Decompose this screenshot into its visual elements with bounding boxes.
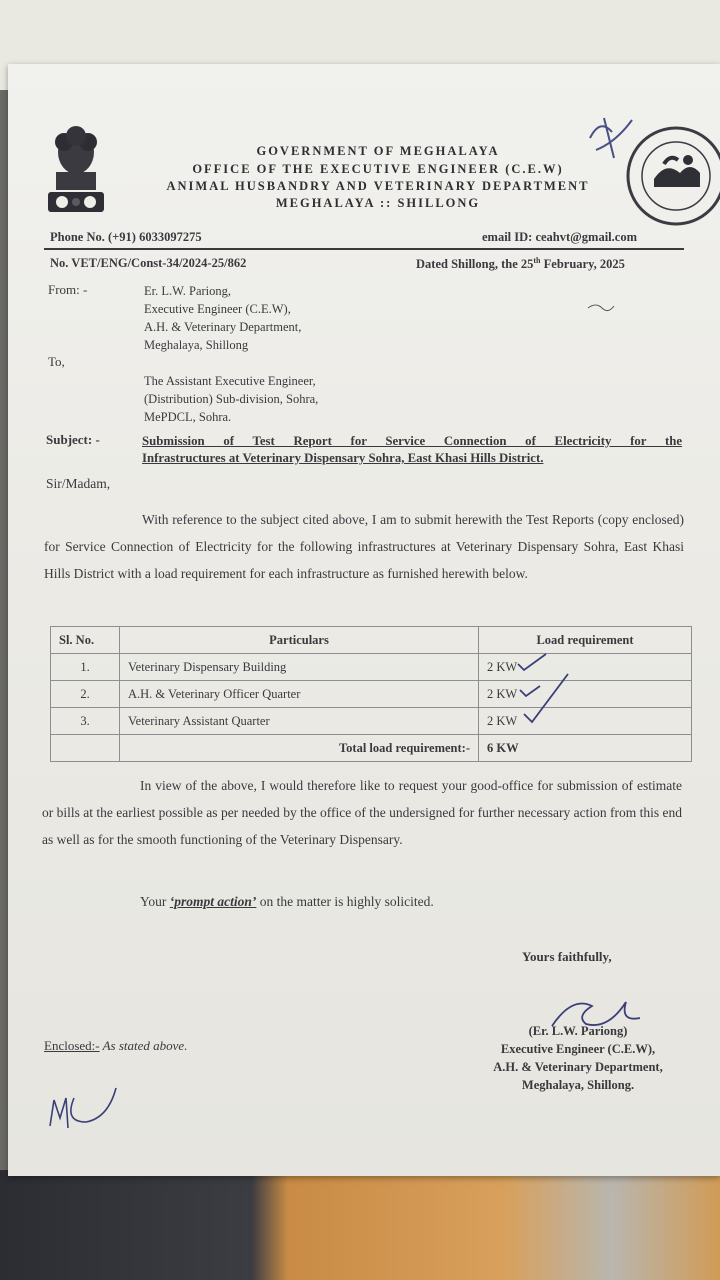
email-id: email ID: ceahvt@gmail.com xyxy=(482,230,637,244)
table-row xyxy=(51,681,692,708)
header-department: ANIMAL HUSBANDRY AND VETERINARY DEPARTMENT xyxy=(166,179,590,193)
date-prefix: Dated Shillong, the 25 xyxy=(416,257,534,272)
prompt-action-line xyxy=(140,894,434,910)
to-block xyxy=(144,372,318,426)
row-particular: Veterinary Dispensary Building xyxy=(120,654,479,681)
header-location: MEGHALAYA :: SHILLONG xyxy=(275,196,481,210)
prompt-emphasis: ‘prompt action’ xyxy=(169,894,257,909)
signatory-designation: Executive Engineer (C.E.W), xyxy=(500,1042,656,1056)
pen-mark-icon xyxy=(586,300,616,314)
reference-number: No. VET/ENG/Const-34/2024-25/862 xyxy=(50,256,247,270)
row-particular: Veterinary Assistant Quarter xyxy=(120,708,479,735)
load-requirement-table xyxy=(50,626,692,762)
row-load: 2 KW xyxy=(479,708,692,735)
body-paragraph-1: With reference to the subject cited above, I am to submit herewith the Test Reports (copy enclosed) for Service Connection of Electricity for the following infrastructures at Veterinary Dispensary Sohra, East Khasi Hills District with a load requirement for each infrastructure as furnished herewith below. xyxy=(44,512,684,581)
salutation: Sir/Madam, xyxy=(46,476,111,491)
header-office: OFFICE OF THE EXECUTIVE ENGINEER (C.E.W) xyxy=(192,162,564,176)
checkmark-icon xyxy=(514,652,584,730)
signatory-block xyxy=(468,1022,688,1094)
enclosure-label: Enclosed:- xyxy=(44,1038,100,1053)
government-emblem-icon xyxy=(42,122,110,222)
subject-line-1: Submission of Test Report for Service Connection of Electricity for the xyxy=(142,434,682,448)
header-divider xyxy=(44,248,684,250)
prompt-prefix: Your xyxy=(140,894,170,909)
header-particulars: Particulars xyxy=(120,627,479,654)
date-suffix: February, 2025 xyxy=(540,257,625,272)
from-line: Meghalaya, Shillong xyxy=(144,338,249,352)
subject-line-2: Infrastructures at Veterinary Dispensary Sohra, East Khasi Hills District. xyxy=(142,451,544,465)
total-value: 6 KW xyxy=(479,735,692,762)
from-line: Executive Engineer (C.E.W), xyxy=(144,302,291,316)
row-sl: 3. xyxy=(51,708,120,735)
signatory-place: Meghalaya, Shillong. xyxy=(521,1078,635,1092)
row-load: 2 KW xyxy=(479,654,692,681)
enclosure-note xyxy=(44,1038,187,1054)
phone-number: Phone No. (+91) 6033097275 xyxy=(50,230,202,244)
header-sl-no: Sl. No. xyxy=(51,627,120,654)
letter-date xyxy=(416,256,625,272)
table-row xyxy=(51,708,692,735)
table-header-row xyxy=(51,627,692,654)
from-line: A.H. & Veterinary Department, xyxy=(144,320,302,334)
row-sl: 2. xyxy=(51,681,120,708)
letter-page xyxy=(8,64,720,1176)
signatory-name: (Er. L.W. Pariong) xyxy=(528,1024,628,1038)
table-row xyxy=(51,654,692,681)
body-paragraph-2: In view of the above, I would therefore like to request your good-office for submission of estimate or bills at the earliest possible as per needed by the office of the undersigned for further necessary action from this end as well as for the smooth functioning of the Veterinary Dispensary. xyxy=(42,778,682,847)
row-particular: A.H. & Veterinary Officer Quarter xyxy=(120,681,479,708)
yours-faithfully: Yours faithfully, xyxy=(522,949,612,964)
header-government: GOVERNMENT OF MEGHALAYA xyxy=(256,144,500,158)
from-label: From: - xyxy=(48,282,88,297)
to-line: (Distribution) Sub-division, Sohra, xyxy=(144,392,319,406)
table-total-row xyxy=(51,735,692,762)
signatory-department: A.H. & Veterinary Department, xyxy=(493,1060,663,1074)
subject-label: Subject: - xyxy=(46,432,100,447)
handwritten-initials-icon xyxy=(44,1082,124,1138)
header-load: Load requirement xyxy=(479,627,692,654)
row-sl: 1. xyxy=(51,654,120,681)
desk-surface xyxy=(0,1170,720,1280)
from-block xyxy=(144,282,301,354)
from-line: Er. L.W. Pariong, xyxy=(144,284,232,298)
row-load: 2 KW xyxy=(479,681,692,708)
date-superscript: th xyxy=(533,256,541,265)
enclosure-value: As stated above. xyxy=(99,1038,188,1053)
to-line: The Assistant Executive Engineer, xyxy=(144,374,316,388)
total-label: Total load requirement:- xyxy=(120,735,479,762)
handwritten-annotation-icon xyxy=(582,108,642,168)
to-line: MePDCL, Sohra. xyxy=(144,410,232,424)
to-label: To, xyxy=(48,354,65,369)
prompt-suffix: on the matter is highly solicited. xyxy=(256,894,434,909)
total-empty-cell xyxy=(51,735,120,762)
